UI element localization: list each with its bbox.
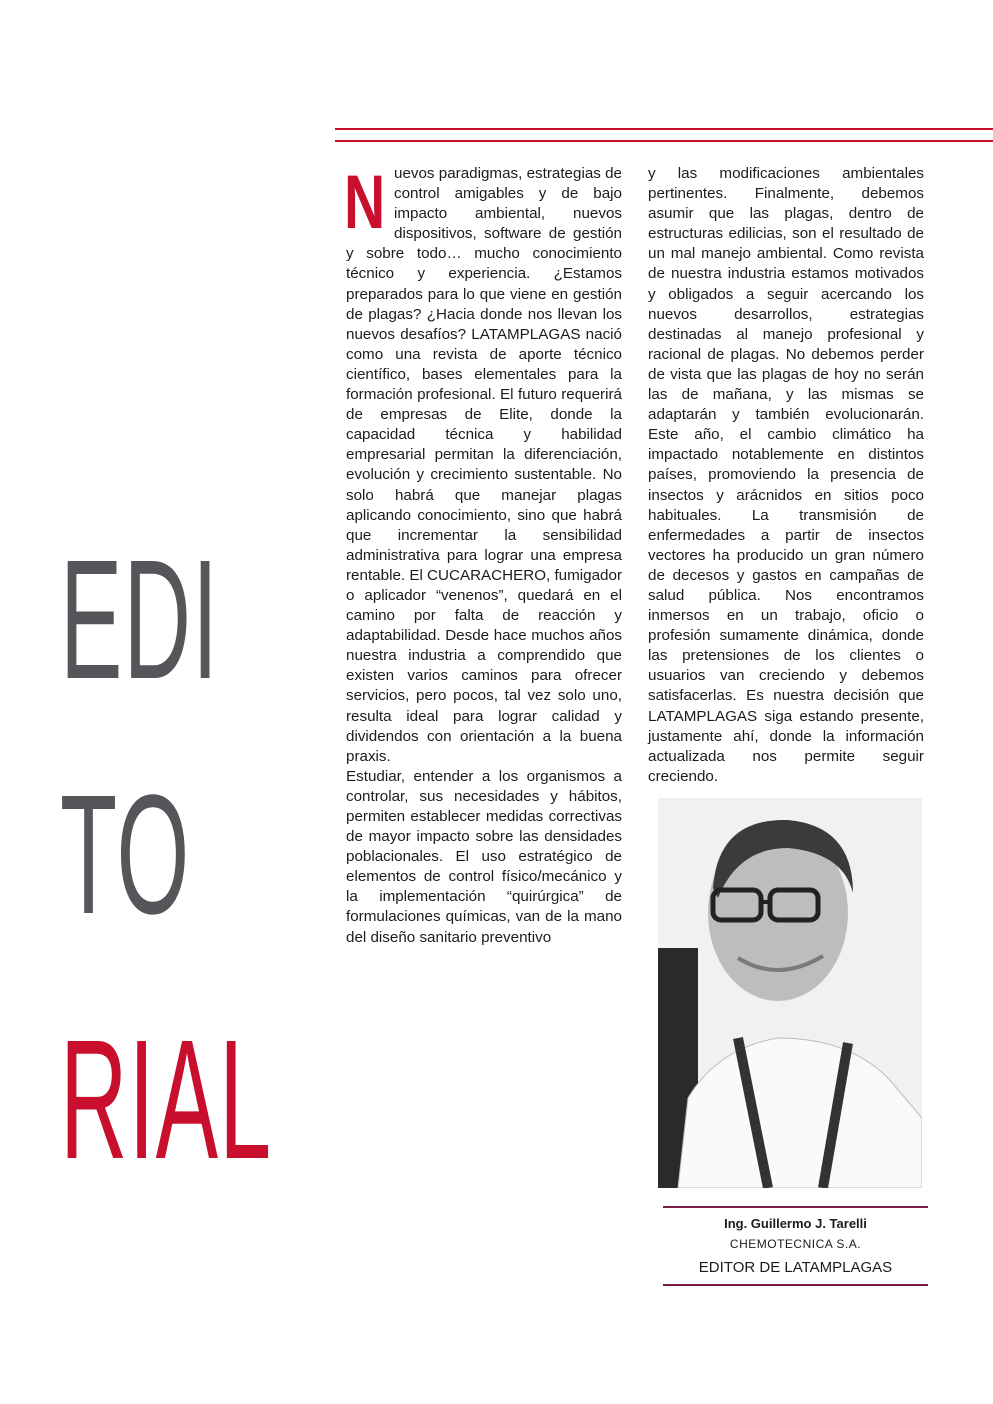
article-paragraph-1: uevos paradigmas, estrategias de control amigables y de bajo impacto ambiental, nuevos dispositivos, software de gestión y sobre todo… mucho conocimiento técnico y experiencia. ¿Estamos preparados para lo que viene en gestión de plagas? ¿Hacia donde nos llevan los nuevos desafíos? LATAMPLAGAS nació como una revista de aporte técnico científico, bases elementales para la formación profesional. El futuro requerirá de empresas de Elite, donde la capacidad técnica y habilidad empresarial permitan la diferenciación, evolución y crecimiento sustentable. No solo habrá que manejar plagas aplicando conocimiento, sino que habrá que incrementar la sensibilidad administrativa para lograr una empresa rentable. El CUCARACHERO, fumigador o aplicador “venenos”, quedará en el camino por falta de reacción y adaptabilidad. Desde hace muchos años nuestra industria a comprendido que existen varios caminos para ofrecer servicios, pero pocos, tal vez solo uno, resulta ideal para lograr calidad y dividendos con orientación a la buena praxis. (346, 165, 623, 765)
caption-company: CHEMOTECNICA S.A. (729, 1237, 862, 1251)
article-column-1 (344, 160, 623, 948)
header-rule-top (335, 128, 993, 130)
editor-photo (658, 798, 922, 1188)
caption-name: Ing. Guillermo J. Tarelli (724, 1216, 867, 1231)
drop-cap: N (344, 160, 386, 245)
article-paragraph-2: Estudiar, entender a los organismos a controlar, sus necesidades y hábitos, permiten establecer medidas correctivas de mayor impacto sobre las densidades poblacionales. El uso estratégico de elementos de control físico/mecánico y la implementación “quirúrgica” de formulaciones químicas, van de la mano del diseño sanitario preventivo (346, 767, 622, 946)
title-line-2: TO (60, 760, 191, 950)
editor-portrait-image (658, 798, 922, 1188)
caption-rule-bottom (663, 1284, 928, 1286)
article-paragraph-3: y las modificaciones ambientales pertinentes. Finalmente, debemos asumir que las plagas, dentro de estructuras edilicias, son el resultado de un mal manejo ambiental. Como revista de nuestra industria estamos motivados y obligados a seguir acercando los nuevos desarrollos, estrategias destinadas al manejo profesional y racional de plagas. No debemos perder de vista que las plagas de hoy no serán las de mañana, y las mismas se adaptarán y también evolucionarán. Este año, el cambio climático ha impactado notablemente en distintos países, promoviendo la presencia de insectos y arácnidos en sitios poco habituales. La transmisión de enfermedades a partir de insectos vectores ha producido un gran número de decesos y gastos en campañas de salud pública. Nos encontramos inmersos en un trabajo, oficio o profesión sumamente dinámica, donde las pretensiones de los clientes o usuarios van creciendo y debemos satisfacerlas. Es nuestra decisión que LATAMPLAGAS siga estando presente, justamente ahí, donde la información actualizada nos permite seguir creciendo. (648, 165, 924, 785)
title-line-3: RIAL (60, 1005, 273, 1195)
article-column-2 (648, 164, 924, 787)
header-rule-bottom (335, 140, 993, 142)
caption-rule-top (663, 1206, 928, 1208)
title-line-1: EDI (60, 525, 220, 715)
caption-role: EDITOR DE LATAMPLAGAS (698, 1259, 893, 1276)
